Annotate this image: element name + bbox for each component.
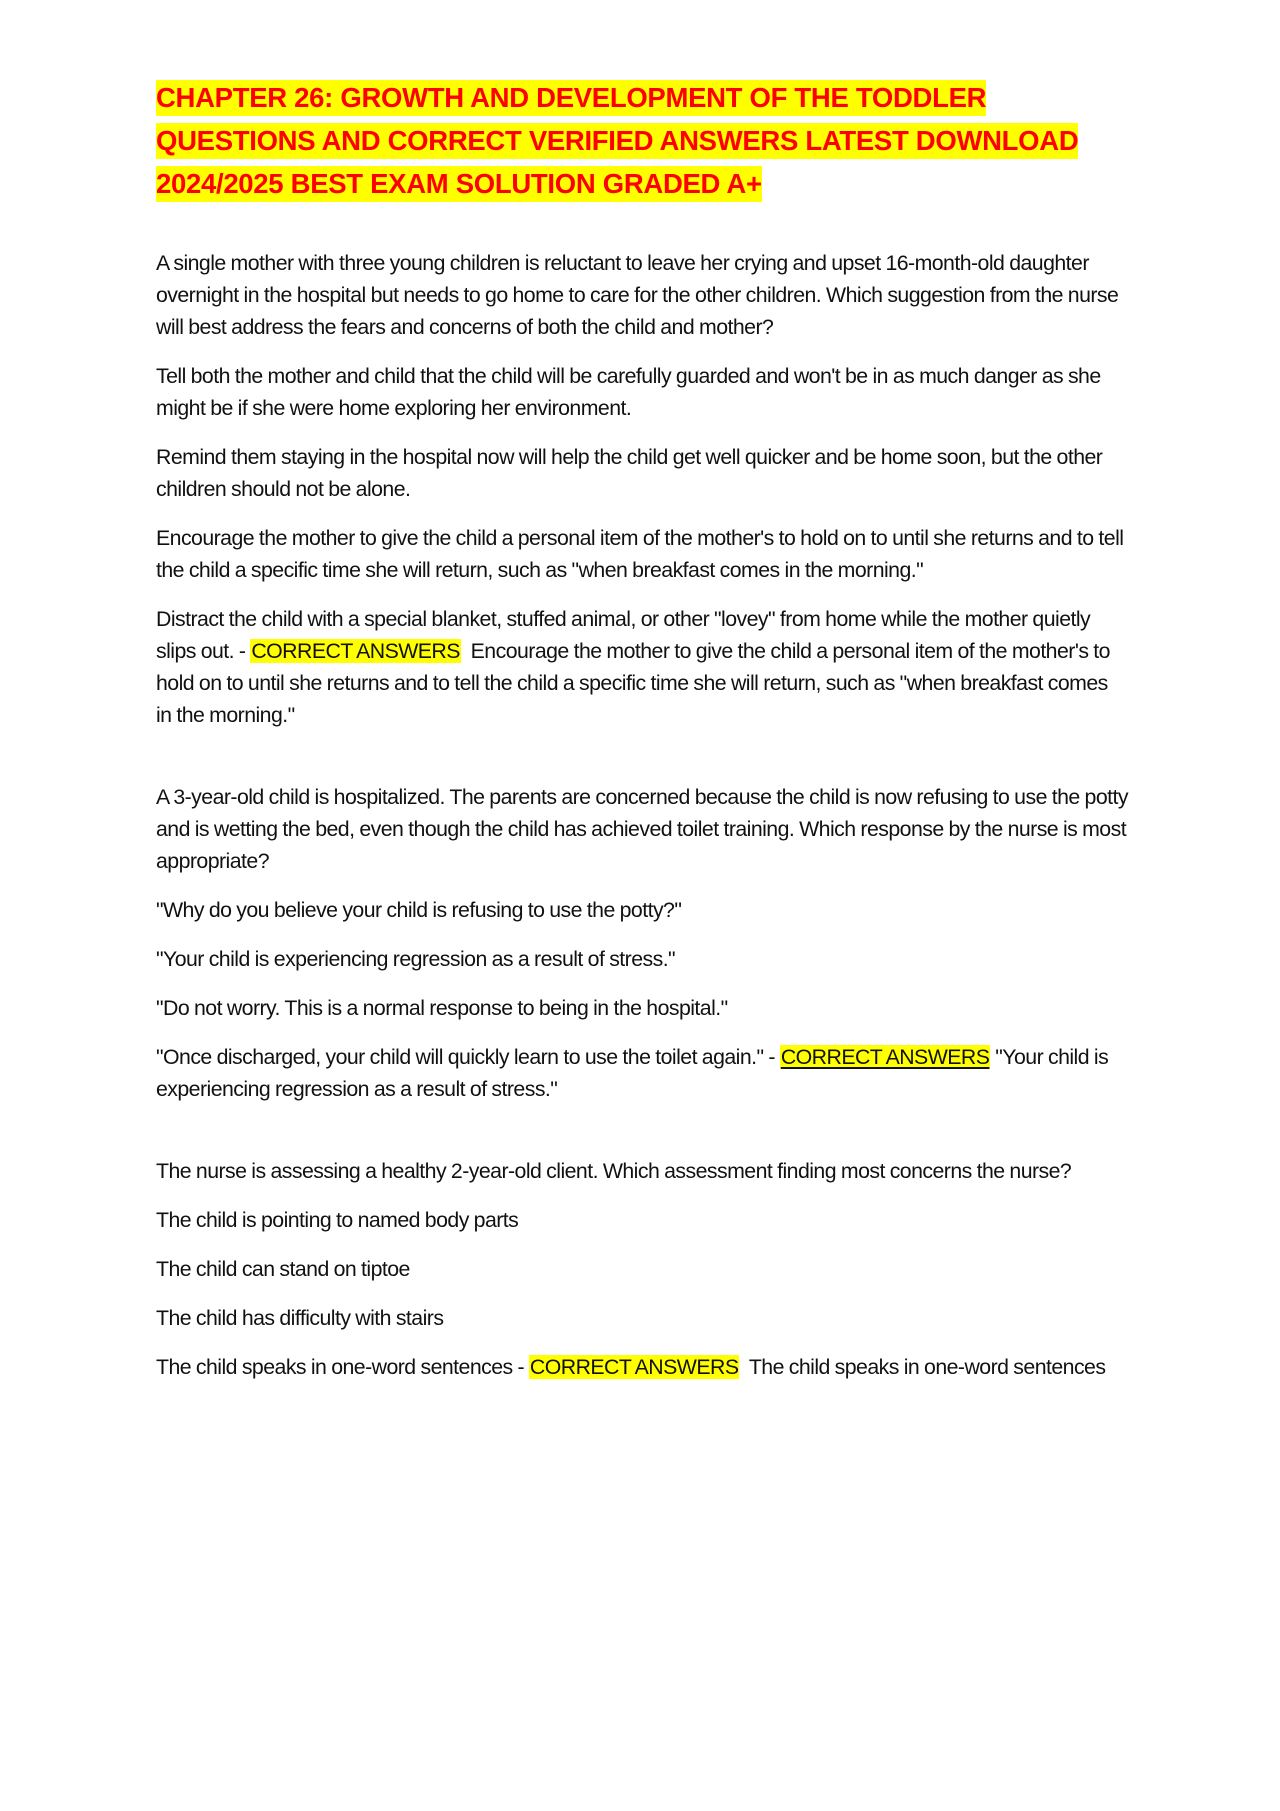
correct-answers-tag: CORRECT ANSWERS bbox=[529, 1355, 739, 1379]
answer-option: The child has difficulty with stairs bbox=[156, 1306, 444, 1330]
title-highlight: CHAPTER 26: GROWTH AND DEVELOPMENT OF THE TODDLER QUESTIONS AND CORRECT VERIFIED ANSWERS LATEST DOWNLOAD 2024/2025 BEST EXAM SOLUTION GRADED A+ bbox=[156, 80, 1078, 202]
correct-answer-text: The child speaks in one-word sentences bbox=[739, 1355, 1106, 1379]
answer-option: Remind them staying in the hospital now will help the child get well quicker and be home soon, but the other children should not be alone. bbox=[156, 445, 1103, 501]
correct-answers-tag: CORRECT ANSWERS bbox=[251, 639, 460, 663]
question-block-3 bbox=[156, 1155, 1128, 1383]
answer-option: Tell both the mother and child that the child will be carefully guarded and won't be in as much danger as she might be if she were home exploring her environment. bbox=[156, 364, 1101, 420]
answer-option-text: "Once discharged, your child will quickly learn to use the toilet again." - bbox=[156, 1045, 780, 1069]
answer-option: The child is pointing to named body parts bbox=[156, 1208, 519, 1232]
question-block-1 bbox=[156, 247, 1128, 731]
question-stem: A 3-year-old child is hospitalized. The parents are concerned because the child is now refusing to use the potty and is wetting the bed, even though the child has achieved toilet training. Which response by the nurse is most appropriate? bbox=[156, 785, 1128, 873]
answer-option-with-correct-answer bbox=[156, 1351, 1128, 1383]
question-block-2 bbox=[156, 781, 1128, 1105]
answer-option-text: The child speaks in one-word sentences - bbox=[156, 1355, 529, 1379]
document-page bbox=[156, 76, 1128, 1400]
correct-answers-tag: CORRECT ANSWERS bbox=[780, 1045, 990, 1069]
correct-answer-text: "Your child is experiencing regression as a result of stress." bbox=[156, 1045, 1114, 1101]
answer-option: Encourage the mother to give the child a personal item of the mother's to hold on to until she returns and to tell the child a specific time she will return, such as "when breakfast comes in the morning." bbox=[156, 526, 1124, 582]
document-title bbox=[156, 76, 1128, 205]
correct-answer-text: Encourage the mother to give the child a personal item of the mother's to hold on to until she returns and to tell the child a specific time she will return, such as "when breakfast comes in the morning." bbox=[156, 639, 1115, 727]
answer-option: "Why do you believe your child is refusing to use the potty?" bbox=[156, 898, 682, 922]
question-stem: A single mother with three young children is reluctant to leave her crying and upset 16-month-old daughter overnight in the hospital but needs to go home to care for the other children. Which suggestion from the nurse will best address the fears and concerns of both the child and mother? bbox=[156, 251, 1119, 339]
answer-option: "Your child is experiencing regression as a result of stress." bbox=[156, 947, 676, 971]
answer-option-with-correct-answer bbox=[156, 603, 1128, 731]
answer-option-with-correct-answer bbox=[156, 1041, 1128, 1105]
question-stem: The nurse is assessing a healthy 2-year-old client. Which assessment finding most concerns the nurse? bbox=[156, 1159, 1072, 1183]
answer-option-text: Distract the child with a special blanket, stuffed animal, or other "lovey" from home while the mother quietly slips out. - bbox=[156, 607, 1091, 663]
answer-option: The child can stand on tiptoe bbox=[156, 1257, 410, 1281]
answer-option: "Do not worry. This is a normal response to being in the hospital." bbox=[156, 996, 728, 1020]
